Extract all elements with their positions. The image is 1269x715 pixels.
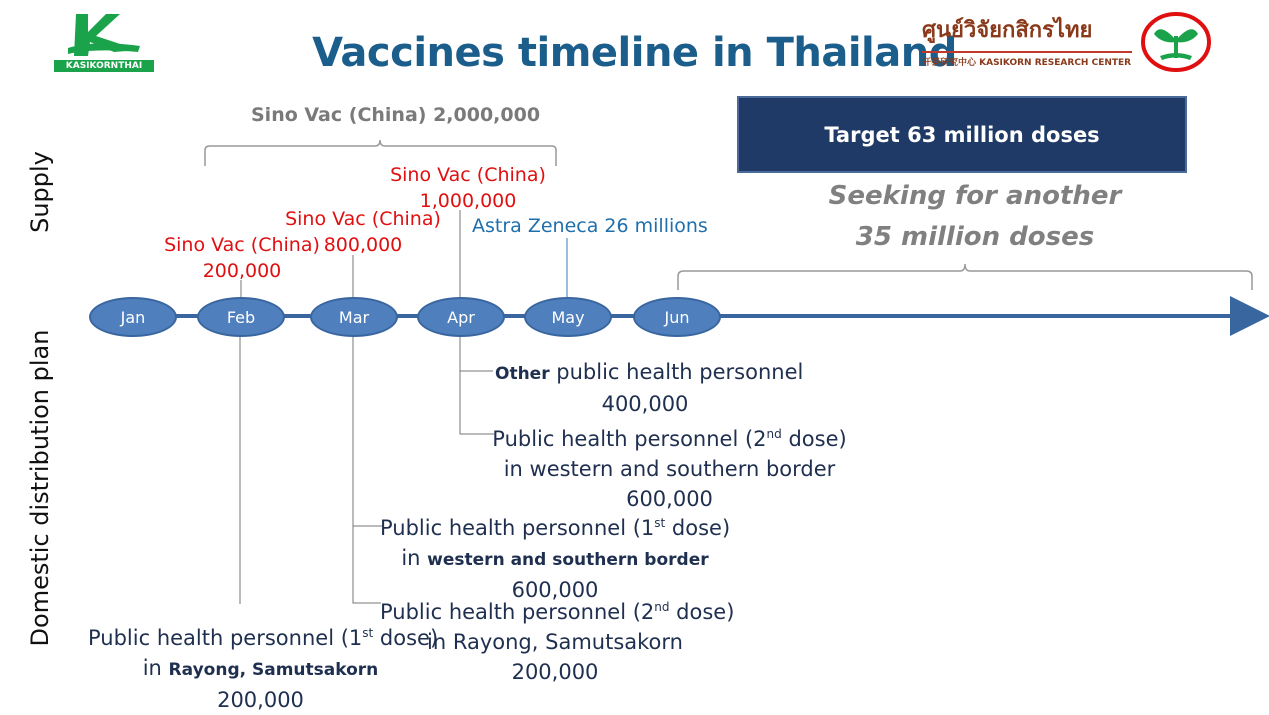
supply-may-label: Astra Zeneca 26 millions [472,215,708,237]
dist-apr-second-dose: Public health personnel (2nd dose) in western and southern border 600,000 [492,427,847,511]
supply-feb-label: Sino Vac (China) 200,000 [164,234,320,282]
supply-apr-label: Sino Vac (China) 1,000,000 [390,164,546,212]
dist-mar-first-dose: Public health personnel (1st dose) in western and southern border 600,000 [380,516,731,602]
month-may: May [524,297,612,337]
supply-axis-label: Supply [26,151,54,233]
month-apr: Apr [417,297,505,337]
month-jun: Jun [633,297,721,337]
month-feb: Feb [197,297,285,337]
distribution-axis-label: Domestic distribution plan [26,329,54,647]
month-mar: Mar [310,297,398,337]
target-box: Target 63 million doses [737,96,1187,173]
seek-bracket [678,264,1252,290]
dist-mar-second-dose: Public health personnel (2nd dose) in Rayong, Samutsakorn 200,000 [380,600,735,684]
month-jan: Jan [89,297,177,337]
supply-total-label: Sino Vac (China) 2,000,000 [251,104,541,126]
kasikornthai-wordmark: KASIKORNTHAI [54,60,154,72]
dist-apr-other: Other public health personnel 400,000 [495,360,804,416]
kasikorn-research-sub-name: 开泰研究中心 KASIKORN RESEARCH CENTER [922,51,1132,68]
dist-feb-first-dose: Public health personnel (1st dose) in Rayong, Samutsakorn 200,000 [88,626,439,712]
kasikorn-research-thai-name: ศูนย์วิจัยกสิกรไทย [922,18,1093,43]
seek-text: Seeking for another 35 million doses [828,181,1122,252]
page-title: Vaccines timeline in Thailand [312,30,957,76]
supply-mar-label: Sino Vac (China) 800,000 [285,208,441,256]
